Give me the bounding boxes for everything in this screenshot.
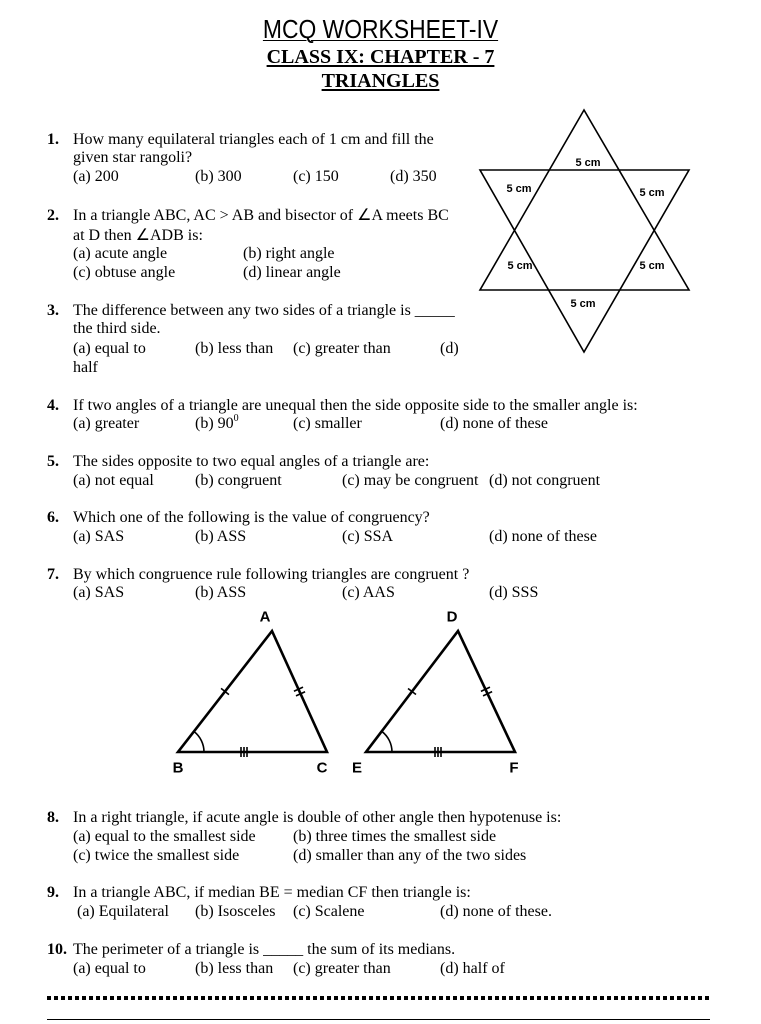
triangle-def <box>366 631 515 752</box>
question-9-option-c: (c) Scalene <box>293 903 365 920</box>
question-1-text-line-2: given star rangoli? <box>73 149 193 166</box>
vertex-label-e: E <box>351 759 363 777</box>
vertex-label-f: F <box>509 759 519 777</box>
question-2-option-c: (c) obtuse angle <box>73 264 176 281</box>
question-9-option-a: (a) Equilateral <box>77 903 169 920</box>
star-label-top: 5 cm <box>575 157 601 169</box>
bottom-rule <box>47 1019 710 1020</box>
worksheet-title: MCQ WORKSHEET-IV <box>262 14 499 44</box>
question-9-option-d: (d) none of these. <box>440 903 552 920</box>
question-3-text-line-2: the third side. <box>73 320 161 337</box>
question-4-option-c: (c) smaller <box>293 415 362 432</box>
question-7-option-a: (a) SAS <box>73 584 125 601</box>
question-7-option-c: (c) AAS <box>342 584 395 601</box>
topic-heading: TRIANGLES <box>321 70 440 92</box>
angle-arc-b <box>194 732 204 753</box>
dotted-separator <box>47 996 710 1000</box>
star-label-upper-right: 5 cm <box>639 187 665 199</box>
question-7-number: 7. <box>47 566 59 583</box>
question-3-option-a: (a) equal to <box>73 340 146 357</box>
congruent-triangles-figure <box>160 600 540 785</box>
question-8-option-d: (d) smaller than any of the two sides <box>293 847 527 864</box>
question-1-option-c: (c) 150 <box>293 168 339 185</box>
star-label-bottom: 5 cm <box>570 298 596 310</box>
question-2-number: 2. <box>47 207 59 224</box>
question-3-text-line-1: The difference between any two sides of a triangle is _____ <box>73 302 455 319</box>
question-10-text-line-1: The perimeter of a triangle is _____ the sum of its medians. <box>73 941 456 958</box>
question-7-text-line-1: By which congruence rule following triangles are congruent ? <box>73 566 470 583</box>
question-6-option-a: (a) SAS <box>73 528 125 545</box>
question-7-option-d: (d) SSS <box>489 584 539 601</box>
question-3-option-d-continuation: half <box>73 359 98 376</box>
question-4-option-d: (d) none of these <box>440 415 548 432</box>
question-6-option-b: (b) ASS <box>195 528 247 545</box>
question-10-number: 10. <box>47 941 67 958</box>
question-4-option-b-text: (b) 90 <box>195 415 234 432</box>
question-10-option-a: (a) equal to <box>73 960 146 977</box>
question-5-option-c: (c) may be congruent <box>342 472 479 489</box>
question-8-option-a: (a) equal to the smallest side <box>73 828 256 845</box>
question-3-option-c: (c) greater than <box>293 340 391 357</box>
question-1-number: 1. <box>47 131 59 148</box>
star-label-lower-right: 5 cm <box>639 260 665 272</box>
question-1-option-a: (a) 200 <box>73 168 119 185</box>
question-7-option-b: (b) ASS <box>195 584 247 601</box>
question-4-option-b <box>195 414 239 433</box>
question-1-option-d: (d) 350 <box>390 168 437 185</box>
vertex-label-d: D <box>446 608 458 626</box>
question-8-option-c: (c) twice the smallest side <box>73 847 240 864</box>
question-5-option-d: (d) not congruent <box>489 472 601 489</box>
question-5-number: 5. <box>47 453 59 470</box>
question-2-text-line-2: at D then ∠ADB is: <box>73 227 203 244</box>
question-1-text-line-1: How many equilateral triangles each of 1 cm and fill the <box>73 131 434 148</box>
question-10-option-c: (c) greater than <box>293 960 391 977</box>
question-1-option-b: (b) 300 <box>195 168 242 185</box>
question-10-option-d: (d) half of <box>440 960 505 977</box>
question-4-number: 4. <box>47 397 59 414</box>
star-label-lower-left: 5 cm <box>507 260 533 272</box>
question-3-number: 3. <box>47 302 59 319</box>
class-chapter-heading: CLASS IX: CHAPTER - 7 <box>266 46 495 68</box>
question-4-option-b-superscript: 0 <box>233 413 239 424</box>
question-8-number: 8. <box>47 809 59 826</box>
question-8-option-b: (b) three times the smallest side <box>293 828 497 845</box>
question-6-option-d: (d) none of these <box>489 528 597 545</box>
question-4-text-line-1: If two angles of a triangle are unequal then the side opposite side to the smaller angle is: <box>73 397 638 414</box>
question-9-option-b: (b) Isosceles <box>195 903 276 920</box>
star-label-upper-left: 5 cm <box>506 183 532 195</box>
vertex-label-b: B <box>172 759 184 777</box>
star-rangoli-figure <box>470 100 700 362</box>
question-6-option-c: (c) SSA <box>342 528 394 545</box>
question-5-text-line-1: The sides opposite to two equal angles of a triangle are: <box>73 453 430 470</box>
vertex-label-c: C <box>316 759 328 777</box>
vertex-label-a: A <box>259 608 271 626</box>
question-9-text-line-1: In a triangle ABC, if median BE = median CF then triangle is: <box>73 884 471 901</box>
question-4-option-a: (a) greater <box>73 415 140 432</box>
question-8-text-line-1: In a right triangle, if acute angle is double of other angle then hypotenuse is: <box>73 809 562 826</box>
question-3-option-d: (d) <box>440 340 459 357</box>
question-2-option-b: (b) right angle <box>243 245 335 262</box>
question-2-option-d: (d) linear angle <box>243 264 341 281</box>
question-6-number: 6. <box>47 509 59 526</box>
question-2-option-a: (a) acute angle <box>73 245 168 262</box>
angle-arc-e <box>382 731 392 752</box>
question-3-option-b: (b) less than <box>195 340 274 357</box>
question-6-text-line-1: Which one of the following is the value of congruency? <box>73 509 430 526</box>
question-5-option-a: (a) not equal <box>73 472 154 489</box>
question-5-option-b: (b) congruent <box>195 472 282 489</box>
question-10-option-b: (b) less than <box>195 960 274 977</box>
question-2-text-line-1: In a triangle ABC, AC > AB and bisector of ∠A meets BC <box>73 207 449 224</box>
question-9-number: 9. <box>47 884 59 901</box>
